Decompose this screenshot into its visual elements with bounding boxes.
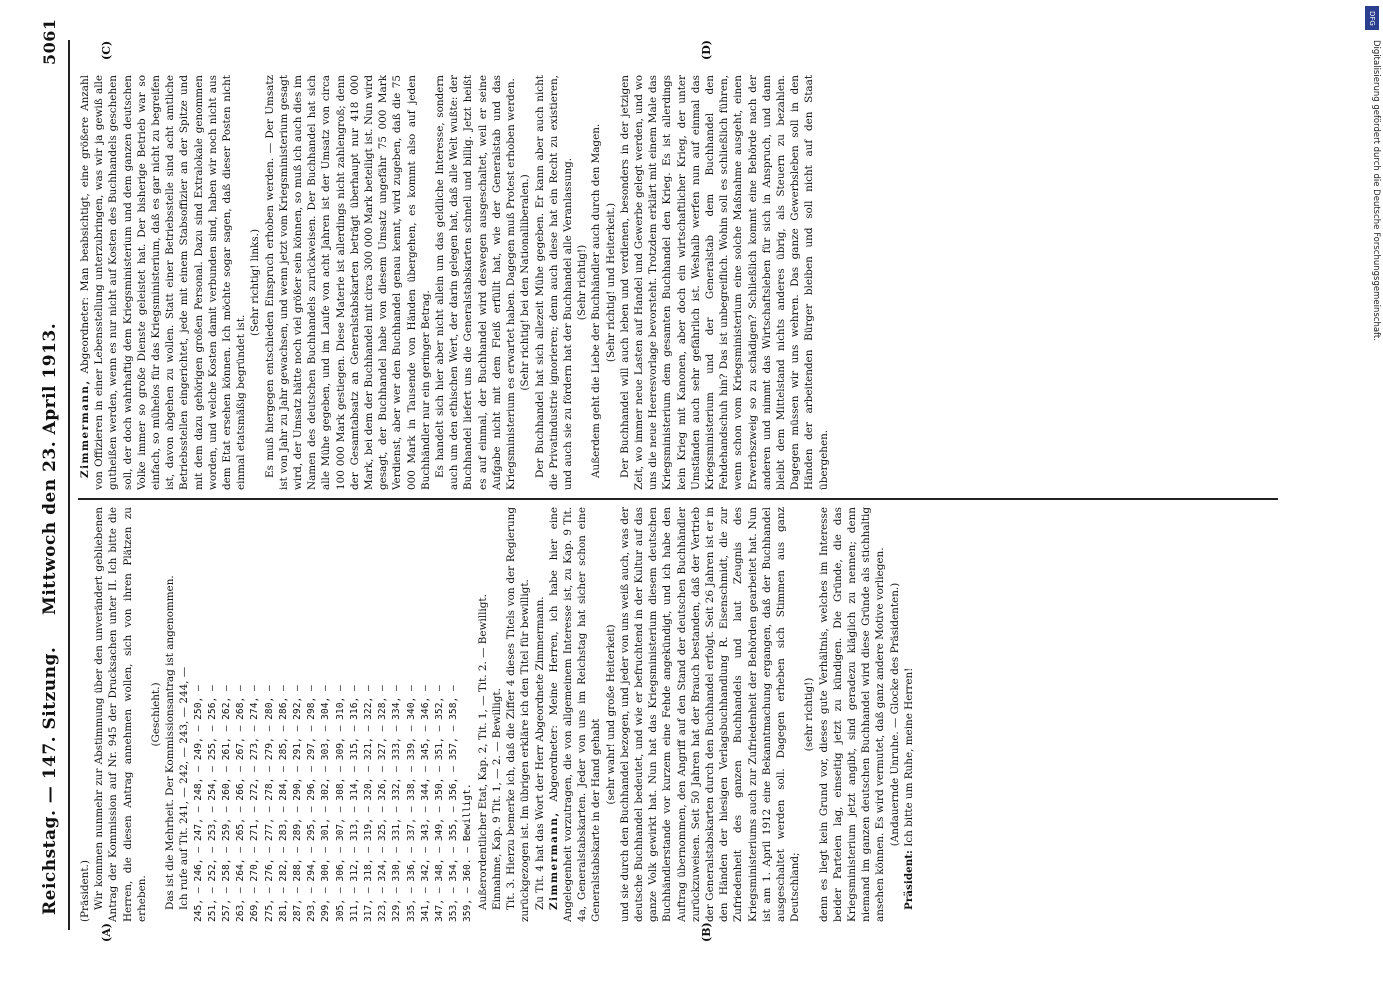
dfg-logo: DFG — [1365, 6, 1379, 30]
right-column — [78, 75, 1283, 490]
paragraph: Ich rufe auf Tit. 241, — 242, — 243, — 244, — — [178, 666, 191, 910]
margin-marker-a: (A) — [100, 923, 113, 942]
left-column — [78, 507, 1283, 922]
paragraph: Zu Tit. 4 hat das Wort der Herr Abgeordnete Zimmermann. — [533, 596, 546, 910]
speech-text: Ich bitte um Ruhe, meine Herren! — [902, 667, 915, 851]
paragraph: Tit. 3. Hierzu bemerke ich, daß die Ziffer 4 dieses Titels von der Regierung zurückgezogen ist. Im übrigen erkläre ich den Titel für bewilligt. — [505, 507, 532, 922]
paragraph: Außerdem geht die Liebe der Buchhändler auch durch den Magen. — [590, 123, 603, 478]
speaker-name: Zimmermann, — [547, 811, 560, 910]
paragraph: Es muß hiergegen entschieden Einspruch erhoben werden. — Der Umsatz ist von Jahr zu Jahr gewachsen, und wenn jetzt vom Kriegsministerium gesagt wird, der Umsatz hätte noch viel größer sein können, so muß ich auch dies im Namen des deutschen Buchhandels zurückweisen. Der Buchhandel hat sich alle Mühe gegeben, und im Laufe von acht Jahren ist der Umsatz von circa 100 000 Mark gestiegen. Diese Materie ist allerdings nicht zahlengroß; denn der Gesamtabsatz an Generalstabskarten beträgt überhaupt nur 418 000 Mark, bei dem der Buchhandel mit circa 300 000 Mark beteiligt ist. Nun wird gesagt, der Buchhandel habe von diesem Umsatz ungefähr 75 000 Mark Verdienst, aber wer den Buchhandel genau kennt, wird zugeben, daß die 75 000 Mark in Tausende von Händen übergehen, es kommt also auf jeden Buchhändler nur ein geringer Betrag. — [263, 75, 432, 490]
stage-direction: (Sehr richtig! bei den Nationalliberalen.) — [519, 174, 532, 391]
speech-paragraph — [547, 507, 604, 922]
paragraph: Das ist die Mehrheit. Der Kommissionsantrag ist angenommen. — [164, 575, 177, 910]
margin-marker-d: (D) — [700, 40, 713, 60]
paragraph: Der Buchhandel will auch leben und verdienen, besonders in der jetzigen Zeit, wo immer neue Lasten auf Handel und Gewerbe gelegt werden, und wo uns die neue Heeresvorlage bevorsteht. Trotzdem erklärt mit einem Male das Kriegsministerium dem gesamten Buchhandel den Krieg. Es ist allerdings kein Krieg mit Kanonen, aber doch ein wirtschaftlicher Krieg, der unter Umständen auch sehr gefährlich ist. Weshalb werfen nun auf einmal das Kriegsministerium und der Generalstab dem Buchhandel den Fehdehandschuh hin? Das ist unbegreiflich. Wohin soll es schließlich führen, wenn schon vom Kriegsministerium eine solche Maßnahme ausgeht, einen Erwerbszweig so zu schädigen? Schließlich kommt eine Behörde nach der anderen und nimmt das Wirtschaftsleben für sich in Anspruch, und dann bleibt dem Mittelstand nichts anderes übrig, als Steuern zu bezahlen. Dagegen müssen wir uns wehren. Das ganze Gewerbsleben soll in den Händen der arbeitenden Bürger bleiben und soll nicht auf den Staat übergehen. — [618, 75, 830, 490]
paragraph: Wir kommen nunmehr zur Abstimmung über den unverändert gebliebenen Antrag der Kommission auf Nr. 945 der Drucksachen unter II. Ich bitte die Herren, die diesen Antrag annehmen wollen, sich von ihren Plätzen zu erheben. — [93, 507, 148, 922]
paragraph: Es handelt sich hier aber nicht allein um das geldliche Interesse, sondern auch um den ethischen Wert, der darin gelegen hat, daß alle Welt wußte: der Buchhandel liefert uns die Generalstabskarten schnell und billig. Jetzt heißt es auf einmal, der Buchhandel wird deswegen ausgeschaltet, weil er seine Aufgabe nicht mit dem Fleiß erfüllt hat, wie der Generalstab und das Kriegsministerium es erwartet haben. Dagegen muß Protest erhoben werden. — [434, 75, 518, 490]
margin-marker-c: (C) — [100, 40, 113, 60]
digitization-credit: Digitalisierung gefördert durch die Deutsche Forschungsgemeinschaft. — [1371, 40, 1381, 341]
page-number: 5061 — [40, 18, 59, 65]
speech-text: Abgeordneter: Meine Herren, ich habe hier eine Angelegenheit vorzutragen, die von allgemeinem Interesse ist, zu Kap. 9 Tit. 4a, Generalstabskarten. Jeder von uns im Reichstag hat sicher schon eine Generalstabskarte in der Hand gehabt — [547, 507, 603, 922]
paragraph: denn es liegt kein Grund vor, dieses gute Verhältnis, welches im Interesse beider Parteien lag, einseitig jetzt zu kündigen. Die Gründe, die das Kriegsministerium jetzt angibt, sind geradezu kläglich zu nennen; denn niemand im ganzen deutschen Buchhandel wird diese Gründe als stichhaltig ansehen können. Es wird vermutet, daß ganz andere Motive vorliegen. — [817, 507, 887, 922]
paragraph: Der Buchhandel hat sich allezeit Mühe gegeben. Er kann aber auch nicht die Privatindustrie ignorieren; denn auch diese hat ein Recht zu existieren, und auch sie zu fördern hat der Buchhandel alle Veranlassung. — [533, 75, 574, 490]
margin-marker-b: (B) — [700, 922, 713, 942]
header-session: Reichstag. — 147. Sitzung. — [40, 646, 60, 915]
speaker-name: Zimmermann, — [79, 379, 91, 478]
speech-paragraph — [78, 75, 248, 490]
paragraph: Außerordentlicher Etat, Kap. 2, Tit. 1, — Tit. 2. — Bewilligt. — [476, 594, 489, 910]
stage-direction: (Geschieht.) — [150, 682, 163, 747]
stage-direction: (sehr richtig!) — [803, 677, 816, 752]
stage-direction: (Sehr richtig! und Heiterkeit.) — [604, 202, 617, 363]
paragraph: und sie durch den Buchhandel bezogen, und jeder von uns weiß auch, was der deutsche Buchhandel bedeutet, und wie er befruchtend in der Kultur auf das ganze Volk gewirkt hat. Nun hat das Kriegsministerium diesem deutschen Buchhändlerstande vor kurzem eine Fehde angekündigt, und ich habe den Auftrag übernommen, den Angriff auf den Stand der deutschen Buchhändler zurückzuweisen. Seit 50 Jahren hat der Brauch bestanden, daß der Vertrieb der Generalstabskarten durch den Buchhandel erfolgt. Seit 26 Jahren ist er in den Händen der hiesigen Verlagsbuchhandlung R. Eisenschmidt, die zur Zufriedenheit des ganzen Buchhandels und laut Zeugnis des Kriegsministeriums auch zur Zufriedenheit der Behörden gearbeitet hat. Nun ist am 1. April 1912 eine Bekanntmachung ergangen, daß der Buchhandel ausgeschaltet werden soll. Dagegen erheben sich Stimmen aus ganz Deutschland; — [618, 507, 802, 922]
speech-text: Abgeordneter: Man beabsichtigt, eine größere Anzahl von Offizieren in einer Lebensstellung unterzubringen, was wir ja gewiß alle gutheißen werden, wenn es nur nicht auf Kosten des Buchhandels geschehen soll, der doch wahrhaftig dem Kriegsministerium und dem ganzen deutschen Volke immer so große Dienste geleistet hat. Der bisherige Betrieb war so einfach, so mühelos für das Kriegsministerium, daß es gar nicht zu begreifen ist, davon abgehen zu wollen. Statt einer Betriebsstelle sind acht amtliche Betriebsstellen eingerichtet, jede mit einem Stabsoffizier an der Spitze und mit dem dazu gehörigen großen Personal. Dazu sind Extralokale genommen worden, und welche Kosten damit verbunden sind, haben wir noch nicht aus dem Etat ersehen können. Ich möchte sogar sagen, daß dieser Posten nicht einmal etatsmäßig begründet ist. — [79, 75, 248, 490]
speaker-note: (Präsident.) — [79, 860, 91, 922]
stage-direction: (sehr wahr! und große Heiterkeit) — [604, 624, 617, 805]
stage-direction: (Andauernde Unruhe. — Glocke des Präsidenten.) — [888, 582, 901, 847]
stage-direction: (Sehr richtig! links.) — [249, 228, 262, 337]
title-list: 245, — 246, — 247, — 248, — 249, — 250, — 251, — 252, — 253, — 254, — 255, — 256, — 257, — 258, — 259, — 260, — 261, — 262, — 263, — 264, — 265, — 266, — 267, — 268, — 269, — 270, — 271, — 272, — 273, — 274, — 275, — 276, — 277, — 278, — 279, — 280, — 281, — 282, — 283, — 284, — 285, — 286, — 287, — 288, — 289, — 290, — 291, — 292, — 293, — 294, — 295, — 296, — 297, — 298, — 299, — 300, — 301, — 302, — 303, — 304, — 305, — 306, — 307, — 308, — 309, — 310, — 311, — 312, — 313, — 314, — 315, — 316, — 317, — 318, — 319, — 320, — 321, — 322, — 323, — 324, — 325, — 326, — 327, — 328, — 329, — 330, — 331, — 332, — 333, — 334, — 335, — 336, — 337, — 338, — 339, — 340, — 341, — 342, — 343, — 344, — 345, — 346, — 347, — 348, — 349, — 350, — 351, — 352, — 353, — 354, — 355, — 356, — 357, — 358, — 359, — 360. — Bewilligt. — [192, 685, 474, 922]
header-rule — [68, 40, 70, 930]
stage-direction: (Sehr richtig!) — [576, 244, 589, 321]
speech-paragraph — [902, 507, 916, 922]
column-divider — [78, 499, 1278, 501]
speaker-name: Präsident: — [902, 850, 915, 910]
header-date: Mittwoch den 23. April 1913. — [40, 322, 60, 615]
paragraph: Einnahme, Kap. 9 Tit. 1, — 2. — Bewilligt. — [490, 688, 503, 910]
